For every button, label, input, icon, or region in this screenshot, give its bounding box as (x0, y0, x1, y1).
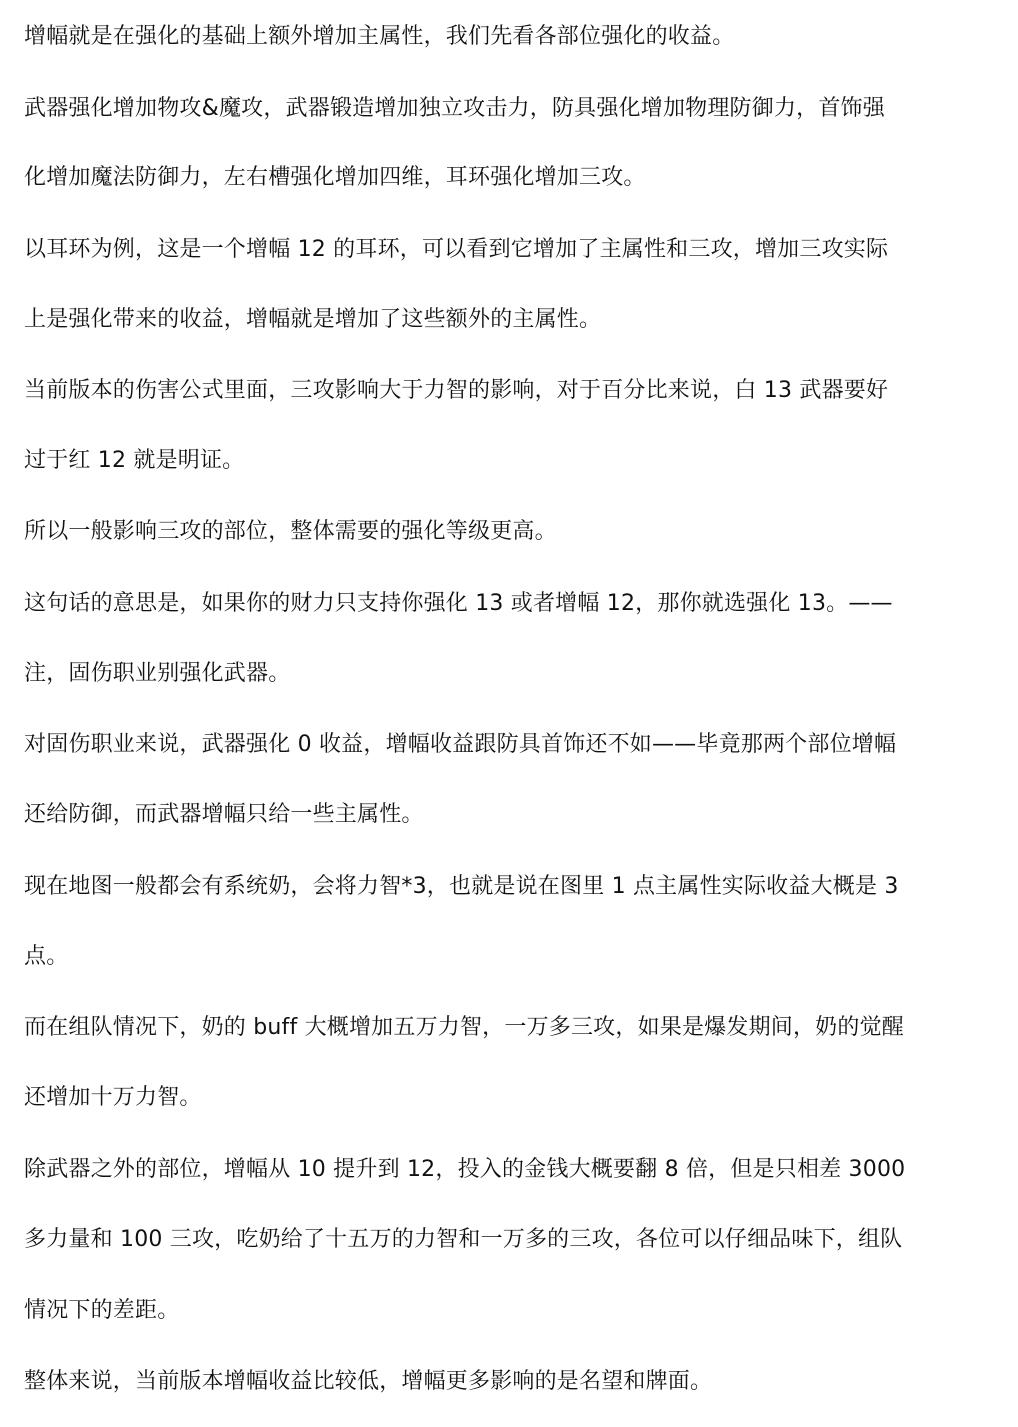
text-line: 增幅就是在强化的基础上额外增加主属性，我们先看各部位强化的收益。 (24, 24, 735, 49)
text-line: 过于红 12 就是明证。 (24, 448, 245, 473)
text-line: 情况下的差距。 (24, 1298, 180, 1323)
text-line: 还增加十万力智。 (24, 1085, 202, 1110)
text-line: 现在地图一般都会有系统奶，会将力智*3，也就是说在图里 1 点主属性实际收益大概是 3 (24, 874, 899, 899)
text-line: 多力量和 100 三攻，吃奶给了十五万的力智和一万多的三攻，各位可以仔细品味下，组队 (24, 1227, 903, 1252)
text-line: 所以一般影响三攻的部位，整体需要的强化等级更高。 (24, 519, 557, 544)
text-line: 注，固伤职业别强化武器。 (24, 661, 291, 686)
text-line: 以耳环为例，这是一个增幅 12 的耳环，可以看到它增加了主属性和三攻，增加三攻实际 (24, 237, 889, 262)
text-line: 这句话的意思是，如果你的财力只支持你强化 13 或者增幅 12，那你就选强化 13。—— (24, 591, 893, 616)
text-line: 除武器之外的部位，增幅从 10 提升到 12，投入的金钱大概要翻 8 倍，但是只相差 3000 (24, 1157, 906, 1182)
text-line: 上是强化带来的收益，增幅就是增加了这些额外的主属性。 (24, 307, 602, 332)
text-line: 当前版本的伤害公式里面，三攻影响大于力智的影响，对于百分比来说，白 13 武器要好 (24, 378, 889, 403)
text-line: 整体来说，当前版本增幅收益比较低，增幅更多影响的是名望和牌面。 (24, 1369, 713, 1394)
text-line: 对固伤职业来说，武器强化 0 收益，增幅收益跟防具首饰还不如——毕竟那两个部位增幅 (24, 732, 897, 757)
text-line: 化增加魔法防御力，左右槽强化增加四维，耳环强化增加三攻。 (24, 165, 646, 190)
text-line: 还给防御，而武器增幅只给一些主属性。 (24, 802, 424, 827)
text-line: 武器强化增加物攻&魔攻，武器锻造增加独立攻击力，防具强化增加物理防御力，首饰强 (24, 96, 885, 121)
text-line: 而在组队情况下，奶的 buff 大概增加五万力智，一万多三攻，如果是爆发期间，奶的觉醒 (24, 1015, 904, 1040)
text-line: 点。 (24, 944, 69, 969)
